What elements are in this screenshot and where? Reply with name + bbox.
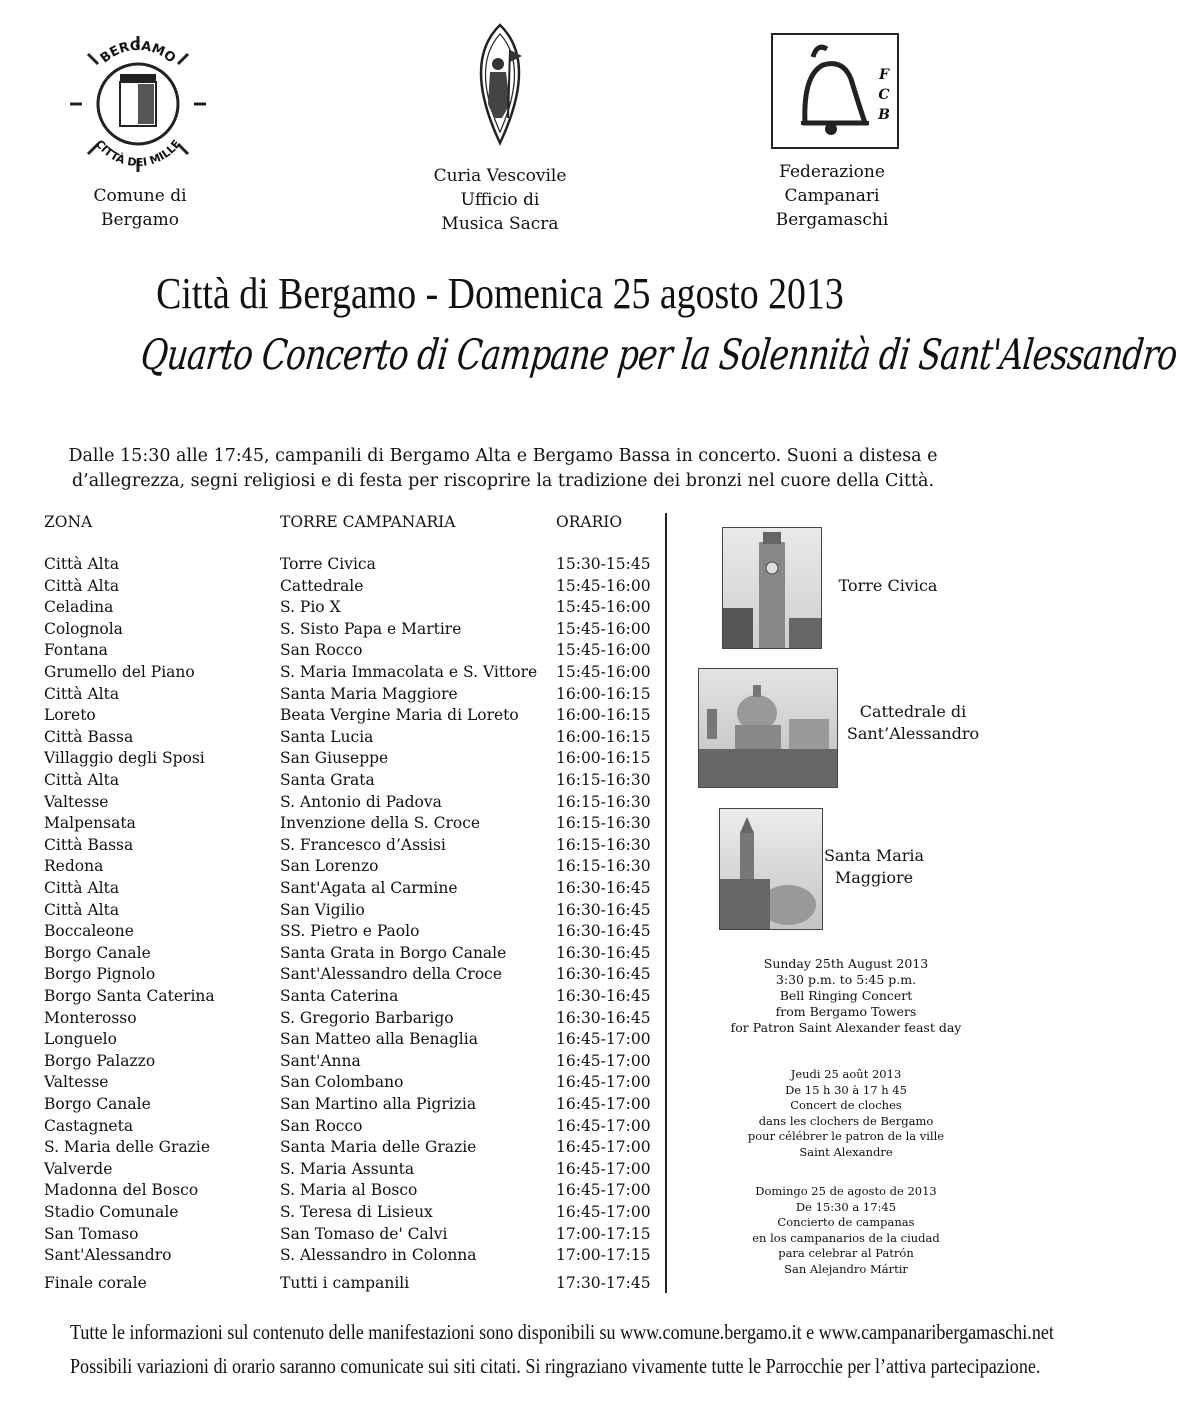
- table-row: [0, 793, 660, 815]
- torre-cell: S. Maria Immacolata e S. Vittore: [280, 663, 538, 681]
- zona-cell: Valtesse: [44, 792, 109, 811]
- table-row: [0, 1117, 660, 1139]
- zona-cell: Città Alta: [44, 555, 120, 573]
- table-row: [0, 598, 660, 620]
- fcb-caption-line: Bergamaschi: [775, 210, 889, 230]
- table-row: [0, 706, 660, 728]
- table-row: [0, 1225, 660, 1247]
- torre-cell: S. Alessandro in Colonna: [280, 1246, 477, 1265]
- zona-cell: Città Alta: [44, 576, 120, 595]
- orario-cell: 16:15-16:30: [556, 771, 651, 789]
- photo-cattedrale: [698, 668, 838, 788]
- orario-cell: 17:30-17:45: [556, 1273, 651, 1292]
- orario-cell: 15:30-15:45: [556, 555, 651, 573]
- fcb-caption: [752, 160, 912, 232]
- orario-cell: 15:45-16:00: [556, 576, 651, 595]
- orario-cell: 15:45-16:00: [556, 663, 651, 681]
- orario-cell: 16:30-16:45: [556, 987, 651, 1005]
- french-line: Saint Alexandre: [799, 1144, 893, 1159]
- spanish-line: en los campanarios de la ciudad: [752, 1230, 940, 1245]
- fcb-letters: [877, 65, 891, 125]
- torre-cell: San Vigilio: [280, 900, 365, 919]
- zona-cell: Celadina: [44, 598, 114, 617]
- zona-cell: Città Bassa: [44, 835, 134, 854]
- spanish-line: De 15:30 a 17:45: [795, 1199, 897, 1214]
- spanish-line: para celebrar al Patrón: [778, 1246, 914, 1260]
- orario-cell: 16:45-17:00: [556, 1116, 651, 1135]
- intro-text: [58, 444, 948, 494]
- torre-cell: Sant'Agata al Carmine: [280, 879, 458, 897]
- zona-cell: Valverde: [44, 1159, 113, 1178]
- torre-cell: S. Francesco d’Assisi: [280, 835, 446, 854]
- column-divider: [665, 513, 667, 1293]
- table-row: [0, 685, 660, 707]
- table-row: [0, 1030, 660, 1052]
- torre-cell: Beata Vergine Maria di Loreto: [280, 706, 519, 725]
- table-row: [0, 987, 660, 1009]
- zona-cell: Stadio Comunale: [44, 1203, 179, 1221]
- table-row: [0, 1160, 660, 1182]
- table-row: [0, 555, 660, 577]
- orario-cell: 16:45-17:00: [556, 1095, 651, 1113]
- orario-cell: 16:30-16:45: [556, 1008, 651, 1027]
- table-row: [0, 944, 660, 966]
- table-row: [0, 577, 660, 599]
- orario-cell: 16:15-16:30: [556, 814, 651, 833]
- torre-cell: San Colombano: [280, 1073, 404, 1092]
- table-row: [0, 663, 660, 685]
- zona-cell: Borgo Canale: [44, 943, 151, 962]
- curia-caption-line: Ufficio di: [460, 190, 540, 210]
- french-line: pour célébrer le patron de la ville: [747, 1129, 945, 1143]
- torre-cell: San Giuseppe: [280, 749, 389, 768]
- orario-cell: 15:45-16:00: [556, 619, 651, 638]
- orario-cell: 16:15-16:30: [556, 835, 651, 854]
- zona-cell: Città Alta: [44, 771, 120, 789]
- zona-cell: Borgo Palazzo: [44, 1051, 156, 1070]
- zona-cell: Città Alta: [44, 684, 120, 703]
- english-line: from Bergamo Towers: [775, 1004, 917, 1019]
- torre-cell: Cattedrale: [280, 576, 364, 595]
- table-row: [0, 1009, 660, 1031]
- orario-cell: 16:00-16:15: [556, 706, 651, 725]
- curia-caption-line: Curia Vescovile: [433, 166, 567, 186]
- table-row: [0, 922, 660, 944]
- english-line: for Patron Saint Alexander feast day: [730, 1020, 962, 1035]
- orario-cell: 17:00-17:15: [556, 1224, 651, 1243]
- comune-caption: [60, 184, 220, 232]
- torre-cell: Santa Lucia: [280, 727, 374, 746]
- zona-cell: Grumello del Piano: [44, 663, 195, 681]
- torre-cell: S. Maria Assunta: [280, 1159, 415, 1178]
- torre-cell: S. Antonio di Padova: [280, 792, 442, 811]
- torre-cell: San Rocco: [280, 1116, 363, 1135]
- table-row: [0, 1203, 660, 1225]
- orario-cell: 15:45-16:00: [556, 641, 651, 660]
- orario-cell: 16:30-16:45: [556, 965, 651, 984]
- zona-cell: Finale corale: [44, 1273, 147, 1292]
- table-row: [0, 1095, 660, 1117]
- zona-cell: Loreto: [44, 706, 96, 725]
- table-row: [0, 728, 660, 750]
- orario-cell: 16:15-16:30: [556, 792, 651, 811]
- header-torre: TORRE CAMPANARIA: [280, 513, 456, 531]
- orario-cell: 16:00-16:15: [556, 749, 651, 768]
- zona-cell: Boccaleone: [44, 922, 134, 941]
- svg-text:BERGAMO: [98, 39, 178, 67]
- zona-cell: Longuelo: [44, 1030, 117, 1049]
- table-row: [0, 771, 660, 793]
- footer-line-2: Possibili variazioni di orario saranno comunicate sui siti citati. Si ringraziano vivamente tutte le Parrocchie per l’attiva partecipazione.: [70, 1354, 1041, 1378]
- orario-cell: 16:45-17:00: [556, 1203, 651, 1221]
- french-line: Jeudi 25 août 2013: [790, 1067, 902, 1081]
- photo-caption-torre: [826, 575, 950, 597]
- spanish-line: San Alejandro Mártir: [784, 1261, 908, 1276]
- photo-caption-line: Cattedrale di: [859, 702, 967, 721]
- table-row: [0, 1246, 660, 1268]
- orario-cell: 17:00-17:15: [556, 1246, 651, 1265]
- photo-caption-line: Santa Maria: [823, 846, 925, 865]
- english-line: 3:30 p.m. to 5:45 p.m.: [775, 972, 917, 987]
- orario-cell: 16:30-16:45: [556, 879, 651, 897]
- photo-torre-civica: [722, 527, 822, 649]
- zona-cell: Villaggio degli Sposi: [44, 749, 205, 768]
- torre-cell: Santa Maria delle Grazie: [280, 1138, 477, 1157]
- comune-caption-line: Comune di: [93, 186, 187, 206]
- zona-cell: Sant'Alessandro: [44, 1246, 172, 1265]
- fcb-logo: [771, 33, 899, 149]
- zona-cell: Borgo Canale: [44, 1095, 151, 1113]
- french-note: [700, 1067, 992, 1160]
- fcb-caption-line: Federazione: [779, 162, 885, 182]
- table-row: [0, 1073, 660, 1095]
- schedule-table: [0, 555, 660, 1295]
- torre-cell: Santa Grata in Borgo Canale: [280, 943, 507, 962]
- curia-caption: [418, 164, 582, 236]
- torre-cell: S. Pio X: [280, 598, 341, 617]
- torre-cell: San Rocco: [280, 641, 363, 660]
- zona-cell: Città Bassa: [44, 727, 134, 746]
- orario-cell: 16:45-17:00: [556, 1159, 651, 1178]
- english-line: Sunday 25th August 2013: [763, 956, 929, 971]
- english-note: [700, 956, 992, 1036]
- english-line: Bell Ringing Concert: [779, 988, 913, 1003]
- page-subtitle: Quarto Concerto di Campane per la Solennità di Sant'Alessandro: [138, 330, 1179, 379]
- table-row: [0, 836, 660, 858]
- orario-cell: 16:45-17:00: [556, 1030, 651, 1049]
- table-row: [0, 1181, 660, 1203]
- torre-cell: Sant'Anna: [280, 1051, 361, 1070]
- spanish-line: Concierto de campanas: [777, 1215, 915, 1229]
- spanish-note: [700, 1184, 992, 1277]
- torre-cell: San Lorenzo: [280, 857, 379, 876]
- table-row: [0, 620, 660, 642]
- zona-cell: Borgo Pignolo: [44, 965, 156, 984]
- french-line: Concert de cloches: [790, 1098, 902, 1112]
- orario-cell: 16:00-16:15: [556, 727, 651, 746]
- orario-cell: 16:45-17:00: [556, 1051, 651, 1070]
- zona-cell: Madonna del Bosco: [44, 1181, 199, 1200]
- torre-cell: San Matteo alla Benaglia: [280, 1030, 478, 1049]
- photo-caption-cattedrale: [838, 701, 988, 745]
- zona-cell: Castagneta: [44, 1116, 134, 1135]
- orario-cell: 16:45-17:00: [556, 1138, 651, 1157]
- torre-cell: Invenzione della S. Croce: [280, 814, 481, 833]
- torre-cell: Santa Maria Maggiore: [280, 684, 458, 703]
- table-row: [0, 814, 660, 836]
- table-row: [0, 901, 660, 923]
- header-orario: ORARIO: [556, 513, 623, 531]
- intro-line: Dalle 15:30 alle 17:45, campanili di Bergamo Alta e Bergamo Bassa in concerto. Suoni a distesa e: [68, 446, 938, 466]
- zona-cell: Fontana: [44, 641, 108, 660]
- zona-cell: Borgo Santa Caterina: [44, 987, 215, 1005]
- comune-bergamo-logo: [68, 28, 208, 178]
- table-row: [0, 641, 660, 663]
- french-line: dans les clochers de Bergamo: [758, 1113, 934, 1128]
- zona-cell: Malpensata: [44, 814, 136, 833]
- curia-seal-logo: [458, 22, 542, 146]
- table-row: [0, 749, 660, 771]
- torre-cell: Tutti i campanili: [280, 1273, 410, 1292]
- comune-caption-line: Bergamo: [100, 210, 180, 230]
- zona-cell: Monterosso: [44, 1008, 137, 1027]
- orario-cell: 16:45-17:00: [556, 1073, 651, 1092]
- torre-cell: San Tomaso de' Calvi: [280, 1224, 448, 1243]
- torre-cell: S. Maria al Bosco: [280, 1181, 418, 1200]
- intro-line: d’allegrezza, segni religiosi e di festa per riscoprire la tradizione dei bronzi nel cuore della Città.: [71, 471, 935, 491]
- table-row: [0, 879, 660, 901]
- zona-cell: Colognola: [44, 619, 123, 638]
- table-row: [0, 1052, 660, 1074]
- photo-caption-smm: [814, 845, 934, 889]
- table-row: [0, 1274, 660, 1296]
- torre-cell: S. Gregorio Barbarigo: [280, 1008, 454, 1027]
- photo-caption-line: Maggiore: [834, 868, 914, 887]
- comune-ring-top: BERGAMO: [97, 38, 179, 67]
- torre-cell: Santa Caterina: [280, 987, 399, 1005]
- torre-cell: San Martino alla Pigrizia: [280, 1095, 477, 1113]
- table-row: [0, 1138, 660, 1160]
- footer-line-1: Tutte le informazioni sul contenuto delle manifestazioni sono disponibili su www.comune.bergamo.it e www.campanaribergamaschi.net: [70, 1320, 1054, 1344]
- fcb-text: FCB: [878, 67, 890, 123]
- orario-cell: 15:45-16:00: [556, 598, 651, 617]
- photo-caption-line: Torre Civica: [838, 576, 938, 595]
- orario-cell: 16:00-16:15: [556, 684, 651, 703]
- torre-cell: Sant'Alessandro della Croce: [280, 965, 503, 984]
- zona-cell: Città Alta: [44, 900, 120, 919]
- curia-caption-line: Musica Sacra: [441, 214, 559, 234]
- torre-cell: Torre Civica: [280, 555, 376, 573]
- torre-cell: Santa Grata: [280, 771, 375, 789]
- zona-cell: San Tomaso: [44, 1224, 139, 1243]
- zona-cell: Redona: [44, 857, 104, 876]
- fcb-caption-line: Campanari: [784, 186, 880, 206]
- photo-caption-line: Sant’Alessandro: [846, 724, 980, 743]
- table-header: [0, 513, 660, 537]
- orario-cell: 16:15-16:30: [556, 857, 651, 876]
- spanish-line: Domingo 25 de agosto de 2013: [755, 1184, 937, 1198]
- photo-santa-maria-maggiore: [719, 808, 823, 930]
- zona-cell: Città Alta: [44, 879, 120, 897]
- orario-cell: 16:30-16:45: [556, 922, 651, 941]
- orario-cell: 16:30-16:45: [556, 943, 651, 962]
- table-row: [0, 857, 660, 879]
- french-line: De 15 h 30 à 17 h 45: [785, 1082, 907, 1097]
- torre-cell: S. Teresa di Lisieux: [280, 1203, 433, 1221]
- orario-cell: 16:45-17:00: [556, 1181, 651, 1200]
- page-title: Città di Bergamo - Domenica 25 agosto 2013: [156, 269, 844, 318]
- table-row: [0, 965, 660, 987]
- header-zona: ZONA: [44, 513, 93, 531]
- zona-cell: Valtesse: [44, 1073, 109, 1092]
- torre-cell: SS. Pietro e Paolo: [280, 922, 420, 941]
- comune-ring-bottom: CITTÀ DEI MILLE: [92, 137, 184, 170]
- orario-cell: 16:30-16:45: [556, 900, 651, 919]
- zona-cell: S. Maria delle Grazie: [44, 1138, 211, 1157]
- torre-cell: S. Sisto Papa e Martire: [280, 619, 462, 638]
